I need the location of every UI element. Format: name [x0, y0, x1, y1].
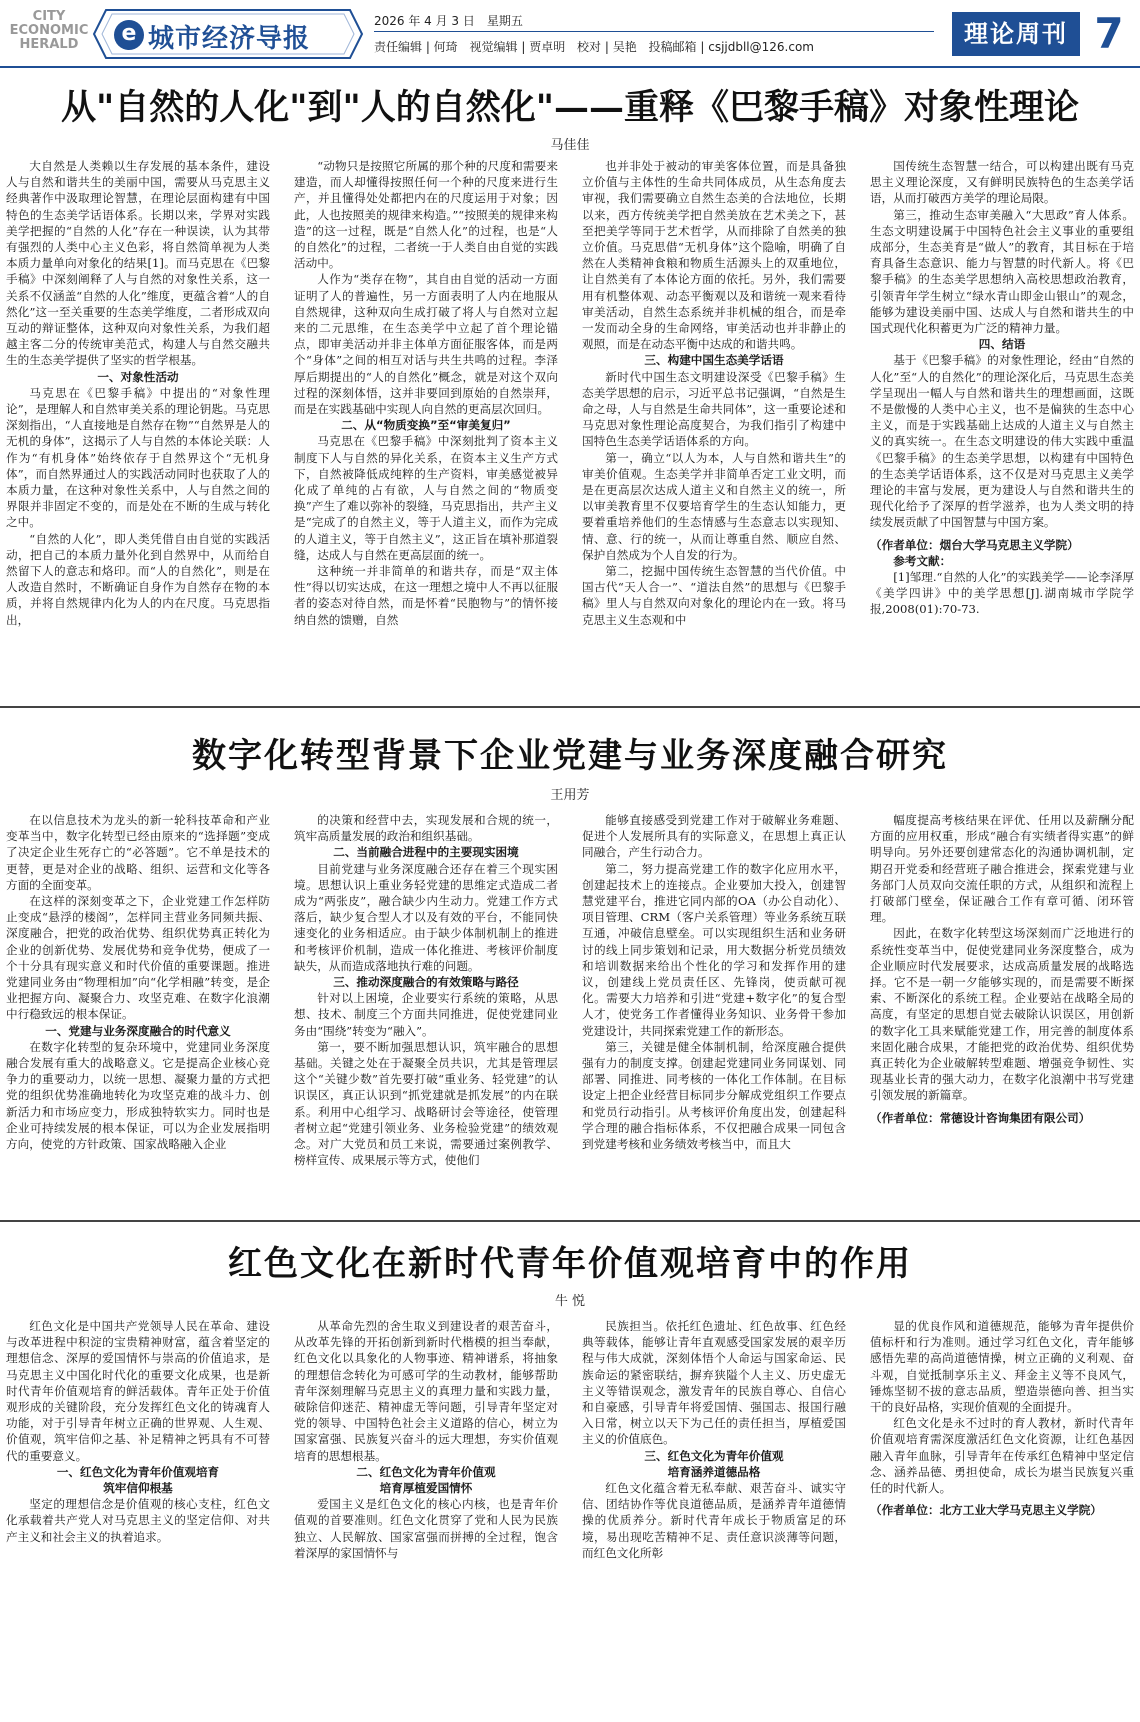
paragraph: 在以信息技术为龙头的新一轮科技革命和产业变革当中，数字化转型已经由原来的“选择题”变成了决定企业生死存亡的“必答题”。它不单是技术的更替，更是对企业的战略、组织、运营和文化等各方面的全面变革。	[6, 813, 270, 892]
references-heading: 参考文献：	[893, 553, 952, 568]
article1-column	[6, 158, 270, 694]
section-divider	[0, 1220, 1140, 1222]
paragraph: 第二，努力提高党建工作的数字化应用水平，创建起技术上的连接点。企业要加大投入，创建智慧党建平台，推进它同内部的OA（办公自动化）、项目管理、CRM（客户关系管理）等业务系统互联互通，冲破信息壁垒。可以实现组织生活和业务研讨的线上同步策划和记录，用大数据分析党员绩效和培训数据来给出个性化的学习和发挥作用的建议，创建线上党员责任区、先锋岗，使贡献可视化。需要大力培养和引进“党建+数字化”的复合型人才，使党务工作者懂得业务知识、业务骨干参加党建设计，共同探索党建工作的新形态。	[582, 861, 846, 1038]
e-logo-icon: e	[114, 20, 144, 50]
article3-column	[582, 1318, 846, 1716]
article1-byline: 马佳佳	[550, 138, 590, 153]
paragraph: 爱国主义是红色文化的核心内核，也是青年价值观的首要准则。红色文化贯穿了党和人民为民族独立、人民解放、国家富强而拼搏的全过程，饱含着深厚的家国情怀与	[294, 1497, 558, 1560]
paragraph: 第三，关键是健全体制机制，给深度融合提供强有力的制度支撑。创建起党建同业务同谋划、同部署、同推进、同考核的一体化工作体制。在目标设定上把企业经营目标同步分解成党组织工作要点和党员行动指引。从考核评价角度出发，创建起科学合理的融合指标体系，不仅把融合成果一同包含到党建考核和业务绩效考核当中，而且大	[582, 1039, 846, 1152]
subheading: 一、对象性活动	[97, 369, 179, 384]
article2-byline: 王用芳	[550, 788, 590, 803]
paragraph: 在数字化转型的复杂环境中，党建同业务深度融合发展有重大的战略意义。它是提高企业核心竞争力的重要动力，以统一思想、凝聚力量的方式把党的组织优势准确地转化为攻坚克难的战斗力、创新活力和市场应变力，形成独特软实力。同时也是企业可持续发展的根本保证，可以为企业发展指明方向，使党的方针政策、国家战略融入企业	[6, 1039, 270, 1152]
author-unit: （作者单位：北方工业大学马克思主义学院）	[870, 1503, 1102, 1518]
paragraph: 能够直接感受到党建工作对于破解业务难题、促进个人发展所具有的实际意义，在思想上真正认同融合，产生行动合力。	[582, 813, 846, 860]
article1-column	[294, 158, 558, 694]
article3-column	[870, 1318, 1134, 1716]
paragraph: 的决策和经营中去，实现发展和合规的统一，筑牢高质量发展的政治和组织基础。	[294, 813, 558, 844]
masthead-rule	[374, 31, 934, 32]
editor-credit: 视觉编辑 | 贾卓明	[469, 40, 566, 54]
article2-headline: 数字化转型背景下企业党建与业务深度融合研究	[192, 736, 948, 776]
paragraph: 红色文化是永不过时的育人教材，新时代青年价值观培育需深度激活红色文化资源，让红色基因融入青年血脉，引导青年在传承红色精神中坚定信念、涵养品德、勇担使命，成长为堪当民族复兴重任的时代新人。	[870, 1416, 1134, 1496]
paragraph: 第一，要不断加强思想认识，筑牢融合的思想基础。关键之处在于凝聚全员共识，尤其是管理层这个“关键少数”首先要打破“重业务、轻党建”的认识误区，真正认识到“抓党建就是抓发展”的内在联系。利用中心组学习、战略研讨会等途径，使管理者树立起“党建引领业务、业务检验党建”的绩效观念。对广大党员和员工来说，需要通过案例教学、榜样宣传、成果展示等方式，使他们	[294, 1039, 558, 1168]
article3-body	[6, 1318, 1134, 1716]
paragraph: 民族担当。依托红色遗址、红色故事、红色经典等载体，能够让青年直观感受国家发展的艰辛历程与伟大成就，深刻体悟个人命运与国家命运、民族命运的紧密联结，摒弃狭隘个人主义、历史虚无主义等错误观念，激发青年的民族自尊心、自信心和自豪感，引导青年将爱国情、强国志、报国行融入日常，树立以天下为己任的责任担当，厚植爱国主义的价值底色。	[582, 1319, 846, 1447]
article3-byline: 牛 悦	[554, 1294, 586, 1309]
subheading: 四、结语	[978, 337, 1026, 352]
article1-column	[582, 158, 846, 694]
article3-column	[6, 1318, 270, 1716]
author-unit: （作者单位：烟台大学马克思主义学院）	[870, 537, 1079, 552]
article3-headline: 红色文化在新时代青年价值观培育中的作用	[228, 1244, 912, 1284]
editor-credit: 校对 | 吴艳	[577, 40, 637, 54]
masthead	[0, 0, 1140, 68]
paragraph: 大自然是人类赖以生存发展的基本条件，建设人与自然和谐共生的美丽中国，需要从马克思主义经典著作中汲取理论智慧，在理论层面构建有中国特色的生态美学话语体系。长期以来，学界对实践美学把握的“自然的人化”存在一种误读，认为其带有强烈的人类中心主义色彩，将自然简单视为人类本质力量单向对象化的结果[1]。而马克思在《巴黎手稿》中深刻阐释了人与自然的对象性关系，这一关系不仅涵盖“自然的人化”维度，更蕴含着“人的自然化”这一至关重要的生态美学维度，二者形成双向互动的辩证整体，这种双向对象性关系，为我们超越主客二分的传统审美范式，构建人与自然交融共生的生态美学提供了坚实的哲学根基。	[6, 159, 270, 368]
paragraph: 显的优良作风和道德规范，能够为青年提供价值标杆和行为准则。通过学习红色文化，青年能够感悟先辈的高尚道德情操，树立正确的义利观、奋斗观，自觉抵制享乐主义、拜金主义等不良风气，锤炼坚韧不拔的意志品质，塑造崇德向善、担当实干的良好品格，实现价值观的全面提升。	[870, 1319, 1134, 1415]
reference-item: [1]邹理.“自然的人化”的实践美学——论李泽厚《美学四讲》中的美学思想[J].湖南城市学院学报,2008(01):70-73.	[870, 570, 1134, 617]
paragraph: 第三，推动生态审美融入“大思政”育人体系。生态文明建设属于中国特色社会主义事业的重要组成部分，生态美育是“做人”的教育，其目标在于培育具备生态意识、能力与智慧的时代新人。将《巴黎手稿》的生态美学思想纳入高校思想政治教育，引领青年学生树立“绿水青山即金山银山”的观念，能够为建设美丽中国、达成人与自然和谐共生的中国式现代化积蓄更为广泛的精神力量。	[870, 207, 1134, 336]
section-name: 理论周刊	[952, 12, 1080, 56]
logo-line: HERALD	[19, 37, 79, 52]
subheading: 二、当前融合进程中的主要现实困境	[333, 845, 519, 860]
paragraph: 人作为“类存在物”，其自由自觉的活动一方面证明了人的普遍性，另一方面表明了人内在地服从自然规律，这种双向生成打破了将人与自然对立起来的二元思维，在生态美学中立起了首个理论锚点，即审美活动并非主体单方面征服客体，而是两个“身体”之间的相互对话与共生共鸣的过程。李泽厚后期提出的“人的自然化”概念，就是对这个双向过程的深刻体悟，这并非要回到原始的自然崇拜，而是在实践基础中实现人向自然的更高层次回归。	[294, 272, 558, 417]
subheading: 三、红色文化为青年价值观	[644, 1448, 784, 1463]
paragraph: 马克思在《巴黎手稿》中深刻批判了资本主义制度下人与自然的异化关系，在资本主义生产方式下，自然被降低成纯粹的生产资料，审美感觉被异化成了单纯的占有欲，人与自然之间的“物质变换”产生了难以弥补的裂缝，马克思指出，共产主义是“完成了的自然主义，等于人道主义，而作为完成的人道主义，等于自然主义”，这正旨在填补那道裂缝，达成人与自然在更高层面的统一。	[294, 434, 558, 562]
paragraph: 坚定的理想信念是价值观的核心支柱，红色文化承载着共产党人对马克思主义的坚定信仰、对共产主义和社会主义的执着追求。	[6, 1497, 270, 1544]
editor-credit: 责任编辑 | 何琦	[374, 40, 458, 54]
subheading: 一、党建与业务深度融合的时代意义	[45, 1023, 231, 1038]
article3-column	[294, 1318, 558, 1716]
article2-column	[870, 812, 1134, 1214]
page-number: 7	[1094, 9, 1124, 58]
article2-column	[6, 812, 270, 1214]
paragraph: 红色文化蕴含着无私奉献、艰苦奋斗、诚实守信、团结协作等优良道德品质，是涵养青年道德情操的优质养分。新时代青年成长于物质富足的环境，易出现吃苦精神不足、责任意识淡薄等问题，而红色文化所彰	[582, 1481, 846, 1560]
article1-headline: 从"自然的人化"到"人的自然化"——重释《巴黎手稿》对象性理论	[61, 87, 1079, 128]
issue-date: 2026 年 4 月 3 日 星期五	[374, 14, 523, 28]
paragraph: 基于《巴黎手稿》的对象性理论，经由“自然的人化”至“人的自然化”的理论深化后，马克思生态美学呈现出一幅人与自然和谐共生的理想画面，这既不是傲慢的人类中心主义，也不是偏狭的生态中心主义，而是于实践基础上达成的人道主义与自然主义的真实统一。在生态文明建设的伟大实践中重温《巴黎手稿》的生态美学思想，以构建有中国特色的生态美学话语体系，这不仅是对马克思主义美学理论的丰富与发展，更为建设人与自然和谐共生的现代化给予了深厚的哲学滋养，也为人类文明的持续发展贡献了中国智慧与中国方案。	[870, 353, 1134, 530]
author-unit: （作者单位：常德设计咨询集团有限公司）	[870, 1110, 1091, 1125]
paragraph: 也并非处于被动的审美客体位置，而是具备独立价值与主体性的生命共同体成员，从生态角度去审视，我们需要确立自然生态美的合法地位，长期以来，西方传统美学把自然美放在艺术美之下，甚至把美学等同于艺术哲学，从而排除了自然美的独立价值。马克思借“无机身体”这个隐喻，明确了自然在人类精神食粮和物质生活源头上的双重地位，让自然美有了本体论方面的依托。另外，我们需要用有机整体观、动态平衡观以及和谐统一观来看待审美活动，自然生态系统并非机械的组合，而是牵一发而动全身的生命网络，审美活动也并非静止的观照，而是在动态平衡中达成的和谐共鸣。	[582, 159, 846, 352]
paper-name: 城市经济导报	[148, 24, 311, 54]
subheading: 三、构建中国生态美学话语	[644, 353, 784, 368]
logo-line: ECONOMIC	[9, 23, 89, 38]
article2-column	[294, 812, 558, 1214]
paragraph: “自然的人化”，即人类凭借自由自觉的实践活动，把自己的本质力量外化到自然界中，从而给自然留下人的意志和烙印。而“人的自然化”，则是在人改造自然时，不断确证自身作为自然存在物的本质，并将自然规律内化为人的内在尺度。马克思指出，	[6, 531, 270, 627]
article1-body	[6, 158, 1134, 694]
paragraph: 第一，确立“以人为本，人与自然和谐共生”的审美价值观。生态美学并非简单否定工业文明，而是在更高层次达成人道主义和自然主义的统一，所以审美教育里不仅要培育学生的生态认知能力，更要着重培养他们的生态情感与生态意志以实现知、情、意、行的统一，从而让尊重自然、顺应自然、保护自然成为个人自发的行为。	[582, 450, 846, 562]
paragraph: 这种统一并非简单的和谐共存，而是“双主体性”得以切实达成，在这一理想之境中人不再以征服者的姿态对待自然，而是怀着“民胞物与”的情怀接纳自然的馈赠，自然	[294, 564, 558, 627]
paragraph: 针对以上困境，企业要实行系统的策略，从思想、技术、制度三个方面共同推进，促使党建同业务由“围绕”转变为“融入”。	[294, 991, 558, 1038]
city-economic-herald-logo	[4, 10, 94, 52]
paragraph: 第二，挖掘中国传统生态智慧的当代价值。中国古代“天人合一”、“道法自然”的思想与《巴黎手稿》里人与自然双向对象化的理论内在一致。将马克思主义生态观和中	[582, 564, 846, 627]
paragraph: 国传统生态智慧一结合，可以构建出既有马克思主义理论深度，又有鲜明民族特色的生态美学话语，从而打破西方美学的理论局限。	[870, 159, 1134, 206]
article2-column	[582, 812, 846, 1214]
editor-credit: 投稿邮箱 | csjjdbll@126.com	[648, 40, 814, 54]
article1-column	[870, 158, 1134, 694]
paragraph: 红色文化是中国共产党领导人民在革命、建设与改革进程中积淀的宝贵精神财富，蕴含着坚定的理想信念、深厚的爱国情怀与崇高的价值追求，是马克思主义中国化时代化的重要文化成果，也是新时代青年价值观培育的鲜活载体。青年正处于价值观形成的关键阶段，充分发挥红色文化的铸魂育人功能，对于引导青年树立正确的世界观、人生观、价值观，筑牢信仰之基、补足精神之钙具有不可替代的重要意义。	[6, 1319, 270, 1463]
paragraph: 因此，在数字化转型这场深刻而广泛地进行的系统性变革当中，促使党建同业务深度整合，成为企业顺应时代发展要求，达成高质量发展的战略选择。它不是一朝一夕能够实现的，而是需要不断探索、不断深化的系统工程。企业要站在战略全局的高度，有坚定的思想自觉去破除认识误区，用创新的数字化工具来赋能党建工作，用完善的制度体系来固化融合成果，才能把党的政治优势、组织优势真正转化为企业破解转型难题、增强竞争韧性、实现基业长青的强大动力，在数字化浪潮中书写党建引领发展的新篇章。	[870, 926, 1134, 1103]
editor-credits	[374, 38, 822, 55]
subheading: 二、从“物质变换”至“审美复归”	[341, 418, 511, 433]
section-divider	[0, 706, 1140, 708]
paragraph: 马克思在《巴黎手稿》中提出的“对象性理论”，是理解人和自然审美关系的理论钥匙。马克思深刻指出，“人直接地是自然存在物”“自然界是人的无机的身体”，这揭示了人与自然的本体论关联：人作为“有机身体”始终依存于自然界这个“无机身体”，而自然界通过人的实践活动同时也获取了人的本质力量，在这种对象性关系中，人与自然之间的界限并非固定不变的，而是处在不断的生成与转化之中。	[6, 385, 270, 530]
subheading: 培育涵养道德品格	[667, 1464, 761, 1479]
subheading: 三、推动深度融合的有效策略与路径	[333, 975, 519, 990]
paragraph: “动物只是按照它所属的那个种的尺度和需要来建造，而人却懂得按照任何一个种的尺度来进行生产，并且懂得处处都把内在的尺度运用于对象；因此，人也按照美的规律来构造。”“按照美的规律来构造”的这一过程，既是“自然人化”的过程，也是“人的自然化”的过程，二者统一于人类自由自觉的实践活动中。	[294, 159, 558, 271]
paragraph: 从革命先烈的舍生取义到建设者的艰苦奋斗，从改革先锋的开拓创新到新时代楷模的担当奉献，红色文化以具象化的人物事迹、精神谱系，将抽象的理想信念转化为可感可学的生动教材，能够帮助青年深刻理解马克思主义的真理力量和实践力量，破除信仰迷茫、精神虚无等问题，引导青年坚定对党的领导、中国特色社会主义道路的信心，树立为国家富强、民族复兴奋斗的远大理想，夯实价值观培育的思想根基。	[294, 1319, 558, 1463]
paper-name-banner	[92, 8, 364, 60]
subheading: 培育厚植爱国情怀	[379, 1481, 473, 1496]
paragraph: 目前党建与业务深度融合还存在着三个现实困境。思想认识上重业务轻党建的思维定式造成二者成为“两张皮”，融合缺少内生动力。党建工作方式落后，缺少复合型人才以及有效的平台，不能同快速变化的业务相适应。由于缺少体制机制上的推进和考核评价机制，造成一体化推进、考核评价制度缺失，从而造成落地执行难的问题。	[294, 861, 558, 973]
paragraph: 在这样的深刻变革之下，企业党建工作怎样防止变成“悬浮的楼阁”，怎样同主营业务同频共振、深度融合，把党的政治优势、组织优势真正转化为企业的创新优势、发展优势和竞争优势，便成了一个十分具有现实意义和时代价值的重要课题。推进党建同业务由“物理相加”向“化学相融”转变，是企业把握方向、凝聚合力、攻坚克难、在数字化浪潮中行稳致远的根本保证。	[6, 894, 270, 1022]
subheading: 筑牢信仰根基	[103, 1481, 173, 1496]
subheading: 二、红色文化为青年价值观	[356, 1464, 496, 1479]
paragraph: 新时代中国生态文明建设深受《巴黎手稿》生态美学思想的启示，习近平总书记强调，“自然是生命之母，人与自然是生命共同体”，这一重要论述和马克思对象性理论高度契合，为我们指引了构建中国特色生态美学话语体系的方向。	[582, 369, 846, 449]
logo-line: CITY	[32, 9, 66, 24]
paragraph: 幅度提高考核结果在评优、任用以及薪酬分配方面的应用权重，形成“融合有实绩者得实惠”的鲜明导向。另外还要创建常态化的沟通协调机制，定期召开党委和经营班子融合推进会，探索党建与业务部门人员双向交流任职的方式，从组织和流程上打破部门壁垒，保证融合工作有章可循、闭环管理。	[870, 813, 1134, 925]
subheading: 一、红色文化为青年价值观培育	[56, 1464, 220, 1479]
article2-body	[6, 812, 1134, 1214]
